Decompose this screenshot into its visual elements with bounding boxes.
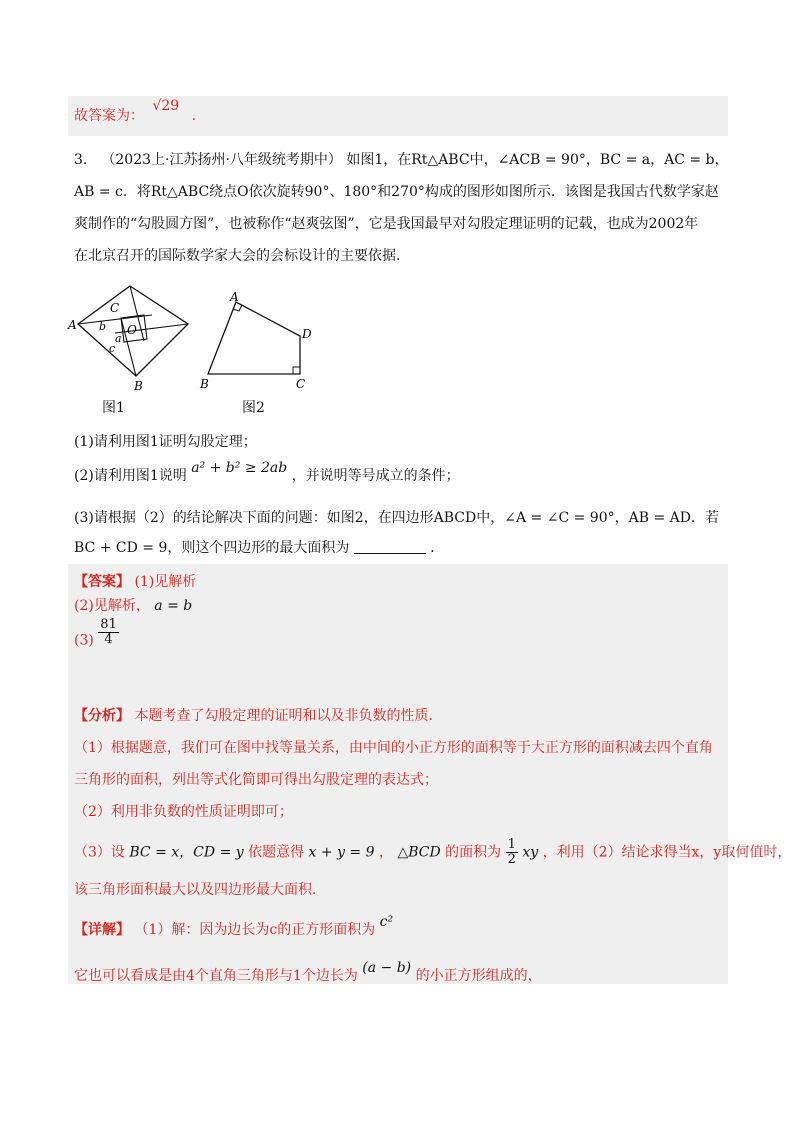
analysis-5-math-3: △BCD bbox=[397, 844, 441, 861]
answer-part-1: (1)见解析 bbox=[134, 574, 197, 590]
fig1-inner-line bbox=[115, 324, 188, 333]
analysis-5b: 依题意得 bbox=[248, 844, 305, 861]
detail-line-2 bbox=[74, 960, 542, 986]
analysis-line-5 bbox=[74, 838, 791, 867]
figure-2 bbox=[196, 292, 320, 392]
fig2-quadrilateral bbox=[208, 302, 300, 374]
fig1-label-C: C bbox=[110, 301, 120, 315]
fig1-label-c: c bbox=[109, 342, 116, 355]
half-numerator: 1 bbox=[507, 837, 516, 852]
figure-1 bbox=[66, 282, 206, 394]
detail-line-1 bbox=[74, 914, 394, 940]
analysis-line-2: （1）根据题意，我们可在图中找等量关系，由中间的小正方形的面积等于大正方形的面积减去四个直角 bbox=[74, 740, 713, 756]
question-line1-rest: 如图1，在Rt△ABC中，∠ACB = 90°，BC = a，AC = b， bbox=[346, 152, 729, 168]
fraction-numerator: 81 bbox=[100, 617, 117, 632]
half-denominator: 2 bbox=[507, 852, 516, 867]
answer-part-3-fraction bbox=[98, 618, 119, 647]
question-part-3-line-1: (3)请根据（2）的结论解决下面的问题：如图2，在四边形ABCD中，∠A = ∠C = 90°，AB = AD．若 bbox=[74, 510, 719, 526]
analysis-5-math-2: x + y = 9 bbox=[308, 844, 375, 861]
detail-text-2-post: 的小正方形组成的， bbox=[415, 968, 542, 984]
question-line-1 bbox=[74, 150, 729, 170]
question-line-3: 爽制作的“勾股圆方图”，也被称作“赵爽弦图”，它是我国最早对勾股定理证明的记载，也成为2002年 bbox=[74, 216, 699, 232]
question-line-4: 在北京召开的国际数学家大会的会标设计的主要依据． bbox=[74, 248, 410, 264]
analysis-5-fraction bbox=[506, 838, 518, 867]
answer-part-2-pre: (2)见解析， bbox=[74, 598, 150, 614]
detail-math-2: (a − b) bbox=[362, 960, 412, 976]
fig2-right-angle-C bbox=[293, 367, 300, 374]
fig1-label-A: A bbox=[68, 318, 77, 332]
prev-answer-line bbox=[74, 98, 197, 126]
answer-line-1 bbox=[74, 572, 196, 592]
analysis-tag: 【分析】 bbox=[74, 708, 130, 724]
answer-part-2-math: a = b bbox=[154, 598, 193, 614]
fig1-label-a: a bbox=[115, 332, 122, 345]
question-part-2 bbox=[74, 460, 460, 486]
answer-line-3 bbox=[74, 617, 119, 655]
answer-part-3-pre: (3) bbox=[74, 632, 94, 649]
analysis-5-math-1: BC = x，CD = y bbox=[129, 844, 244, 861]
part2-pre: (2)请利用图1说明 bbox=[74, 468, 187, 484]
fig2-label-A: A bbox=[230, 292, 239, 304]
question-line-2: AB = c．将Rt△ABC绕点O依次旋转90°、180°和270°构成的图形如图所示．该图是我国古代数学家赵 bbox=[74, 184, 719, 200]
question-part-3-line-2 bbox=[74, 538, 444, 558]
question-number: 3． bbox=[74, 152, 97, 168]
fig2-label-B: B bbox=[200, 377, 209, 391]
analysis-5-math-4: xy bbox=[522, 844, 539, 861]
answer-tag: 【答案】 bbox=[74, 574, 130, 590]
analysis-line-3: 三角形的面积，列出等式化简即可得出勾股定理的表达式； bbox=[74, 772, 438, 788]
fig1-label-O: O bbox=[127, 323, 137, 337]
part2-inequality: a² + b² ≥ 2ab bbox=[191, 460, 288, 476]
analysis-line-6: 该三角形面积最大以及四边形最大面积． bbox=[74, 882, 326, 898]
prev-answer-value: √29 bbox=[152, 98, 180, 114]
analysis-5d: 的面积为 bbox=[445, 844, 502, 861]
fig2-label-D: D bbox=[302, 327, 312, 341]
prev-answer-label: 故答案为： bbox=[74, 108, 144, 124]
part3-line2-post: ． bbox=[430, 540, 445, 556]
analysis-5a: （3）设 bbox=[74, 844, 125, 861]
figure-2-caption: 图2 bbox=[242, 400, 265, 416]
analysis-text-1: 本题考查了勾股定理的证明和以及非负数的性质． bbox=[134, 708, 443, 724]
analysis-line-1 bbox=[74, 706, 442, 726]
detail-math-1: c² bbox=[379, 914, 394, 930]
fig2-label-C: C bbox=[296, 377, 306, 391]
part2-post: ，并说明等号成立的条件； bbox=[291, 468, 460, 484]
question-part-1: (1)请利用图1证明勾股定理； bbox=[74, 434, 257, 450]
answer-line-2 bbox=[74, 596, 192, 616]
detail-tag: 【详解】 bbox=[74, 922, 130, 938]
detail-text-2: 它也可以看成是由4个直角三角形与1个边长为 bbox=[74, 968, 358, 984]
prev-answer-tail: . bbox=[191, 108, 197, 124]
analysis-5e: ，利用（2）结论求得当x，y取何值时， bbox=[542, 844, 792, 861]
analysis-line-4: （2）利用非负数的性质证明即可； bbox=[74, 804, 293, 820]
question-source: （2023上·江苏扬州·八年级统考期中） bbox=[101, 152, 342, 168]
part3-line2-pre: BC + CD = 9，则这个四边形的最大面积为 bbox=[74, 540, 350, 556]
fraction-denominator: 4 bbox=[104, 632, 113, 647]
detail-text-1: （1）解：因为边长为c的正方形面积为 bbox=[134, 922, 376, 938]
analysis-5c: ， bbox=[378, 844, 393, 861]
fig1-label-B: B bbox=[134, 379, 143, 393]
answer-blank bbox=[354, 539, 426, 554]
fig1-label-b: b bbox=[99, 320, 107, 333]
figure-1-caption: 图1 bbox=[102, 400, 125, 416]
